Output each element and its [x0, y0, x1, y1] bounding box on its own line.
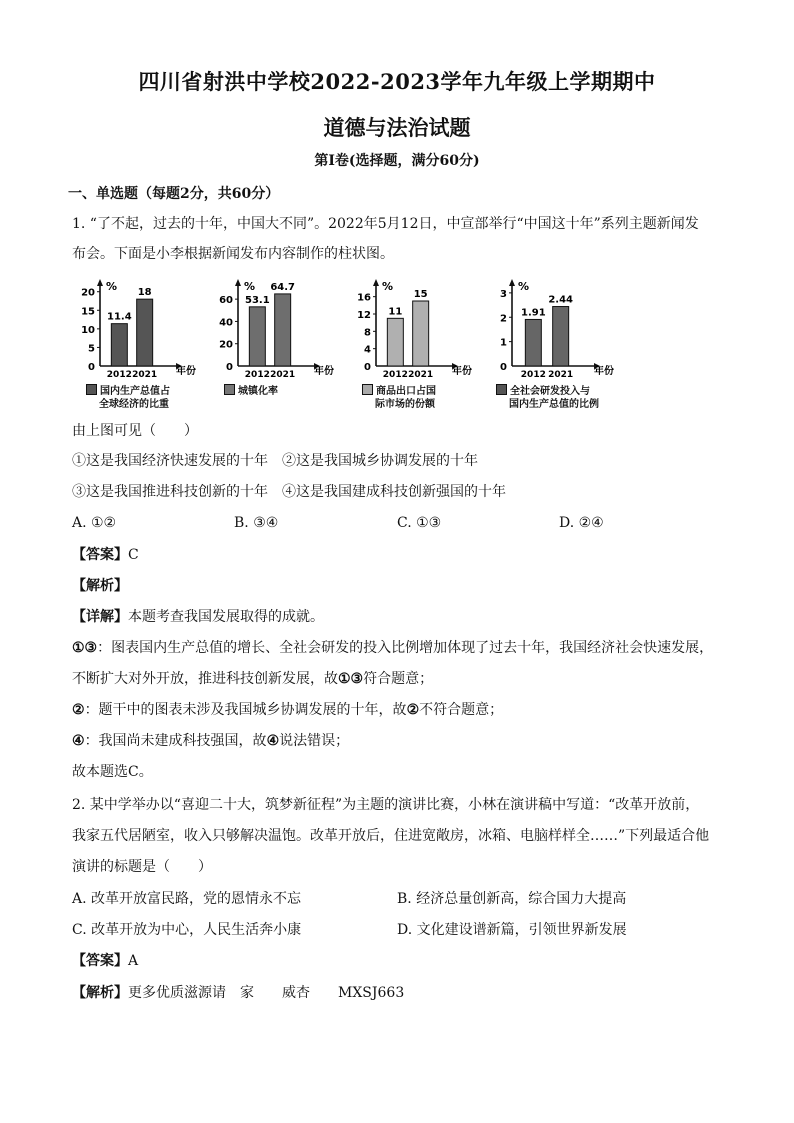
q2-stem-line3: 演讲的标题是（ ） — [72, 859, 212, 875]
legend-swatch-icon — [86, 384, 97, 395]
y-axis-label: % — [518, 280, 530, 293]
q2-option-c: C. 改革开放为中心，人民生活奔小康 — [72, 922, 302, 938]
q1-prompt: 由上图可见（ ） — [72, 423, 198, 439]
x-tick-label: 2012 — [244, 370, 270, 378]
data-label: 1.91 — [520, 307, 546, 319]
q1-statements-2: ③这是我国推进科技创新的十年 ④这是我国建成科技创新强国的十年 — [72, 484, 506, 500]
section-title: 第Ⅰ卷(选择题，满分60分) — [314, 153, 480, 169]
y-tick-label: 0 — [226, 362, 233, 373]
chart-export-share-svg — [348, 278, 478, 378]
y-tick-label: 16 — [357, 292, 371, 304]
q1-expl2: ②：题干中的图表未涉及我国城乡协调发展的十年，故②不符合题意； — [72, 702, 504, 718]
data-label: 2.44 — [548, 294, 574, 306]
data-label: 64.7 — [270, 281, 296, 293]
chart-gdp-share-legend: 国内生产总值占 全球经济的比重 — [86, 384, 170, 411]
y-tick-label: 2 — [500, 313, 507, 325]
legend-swatch-icon — [496, 384, 507, 395]
x-tick-label: 2012 — [520, 370, 546, 378]
chart-urbanization-legend: 城镇化率 — [224, 384, 278, 398]
y-tick-label: 10 — [81, 324, 95, 336]
x-axis-label: 年份 — [314, 366, 334, 377]
bar — [137, 299, 153, 366]
q1-option-c: C. ①③ — [397, 515, 442, 531]
q2-option-b: B. 经济总量创新高，综合国力大提高 — [397, 891, 627, 907]
exam-subtitle: 道德与法治试题 — [323, 115, 471, 140]
x-axis-label: 年份 — [452, 366, 472, 377]
y-tick-label: 20 — [219, 339, 233, 351]
q2-stem-line1: 2. 某中学举办以“喜迎二十大，筑梦新征程”为主题的演讲比赛，小林在演讲稿中写道：“改革开放前， — [72, 797, 700, 813]
chart-urbanization-svg — [210, 278, 340, 378]
y-tick-label: 8 — [364, 327, 371, 339]
x-tick-label: 2021 — [270, 370, 296, 378]
chart-gdp-share — [72, 278, 202, 416]
q2-option-d: D. 文化建设谱新篇，引领世界新发展 — [397, 922, 627, 938]
y-axis-label: % — [106, 280, 118, 293]
y-tick-label: 5 — [88, 343, 95, 355]
x-tick-label: 2012 — [382, 370, 408, 378]
q2-option-a: A. 改革开放富民路，党的恩情永不忘 — [72, 891, 302, 907]
x-tick-label: 2012 — [106, 370, 132, 378]
x-axis-label: 年份 — [594, 366, 614, 377]
data-label: 15 — [413, 289, 428, 300]
legend-swatch-icon — [224, 384, 235, 395]
q1-detail: 【详解】本题考查我国发展取得的成就。 — [72, 609, 324, 625]
data-label: 53.1 — [244, 294, 270, 306]
y-tick-label: 20 — [81, 287, 95, 299]
q1-expl1-line1: ①③：图表国内生产总值的增长、全社会研发的投入比例增加体现了过去十年，我国经济社会快速发展， — [72, 640, 714, 656]
bar — [275, 294, 291, 366]
chart-rd-ratio-legend: 全社会研发投入与 国内生产总值的比例 — [496, 384, 599, 411]
chart-gdp-share-svg — [72, 278, 202, 378]
y-axis-arrow-icon — [509, 279, 515, 286]
y-tick-label: 0 — [500, 362, 507, 373]
data-label: 18 — [137, 287, 152, 299]
y-tick-label: 40 — [219, 317, 233, 329]
x-tick-label: 2021 — [408, 370, 434, 378]
chart-urbanization — [210, 278, 340, 416]
q1-option-b: B. ③④ — [234, 515, 279, 531]
q1-stem-line1: 1. “了不起，过去的十年，中国大不同”。2022年5月12日，中宣部举行“中国这十年”系列主题新闻发 — [72, 216, 699, 232]
exam-title: 四川省射洪中学校2022-2023学年九年级上学期期中 — [138, 69, 656, 94]
bar — [525, 319, 541, 366]
y-tick-label: 0 — [88, 362, 95, 373]
data-label: 11.4 — [106, 311, 132, 323]
x-tick-label: 2021 — [548, 370, 574, 378]
y-tick-label: 4 — [364, 344, 371, 356]
q1-answer: 【答案】C — [72, 547, 139, 563]
data-label: 11 — [388, 306, 403, 318]
chart-export-share — [348, 278, 478, 416]
y-axis-arrow-icon — [235, 279, 241, 286]
y-axis-label: % — [382, 280, 394, 293]
legend-swatch-icon — [362, 384, 373, 395]
q1-analysis-label: 【解析】 — [72, 578, 128, 594]
bar — [413, 301, 429, 366]
q2-analysis: 【解析】更多优质滋源请 家 威杏 MXSJ663 — [72, 985, 405, 1001]
bar — [387, 318, 403, 366]
y-axis-label: % — [244, 280, 256, 293]
chart-export-share-legend: 商品出口占国 际市场的份额 — [362, 384, 436, 411]
q1-expl1-line2: 不断扩大对外开放，推进科技创新发展，故①③符合题意； — [72, 671, 434, 687]
bar — [553, 307, 569, 366]
part-heading: 一、单选题（每题2分，共60分） — [68, 186, 280, 202]
q2-answer: 【答案】A — [72, 953, 139, 969]
chart-rd-ratio — [484, 278, 620, 416]
q2-stem-line2: 我家五代居陋室，收入只够解决温饱。改革开放后，住进宽敞房，冰箱、电脑样样全……”下列最适合他 — [72, 828, 710, 844]
q1-stem-line2: 布会。下面是小李根据新闻发布内容制作的柱状图。 — [72, 246, 394, 262]
y-axis-arrow-icon — [373, 279, 379, 286]
q1-option-a: A. ①② — [72, 515, 117, 531]
y-tick-label: 0 — [364, 362, 371, 373]
x-axis-label: 年份 — [176, 366, 196, 377]
y-tick-label: 3 — [500, 288, 507, 300]
y-tick-label: 12 — [357, 310, 371, 321]
bar — [249, 307, 265, 366]
q1-bar-charts — [72, 278, 620, 416]
q1-expl3: ④：我国尚未建成科技强国，故④说法错误； — [72, 733, 350, 749]
y-tick-label: 1 — [500, 337, 507, 349]
x-tick-label: 2021 — [132, 370, 158, 378]
q1-conclusion: 故本题选C。 — [72, 764, 153, 780]
chart-rd-ratio-svg — [484, 278, 620, 378]
q1-option-d: D. ②④ — [559, 515, 604, 531]
q1-statements-1: ①这是我国经济快速发展的十年 ②这是我国城乡协调发展的十年 — [72, 453, 478, 469]
y-tick-label: 60 — [219, 295, 233, 307]
bar — [111, 324, 127, 366]
y-axis-arrow-icon — [97, 279, 103, 286]
y-tick-label: 15 — [81, 306, 95, 318]
